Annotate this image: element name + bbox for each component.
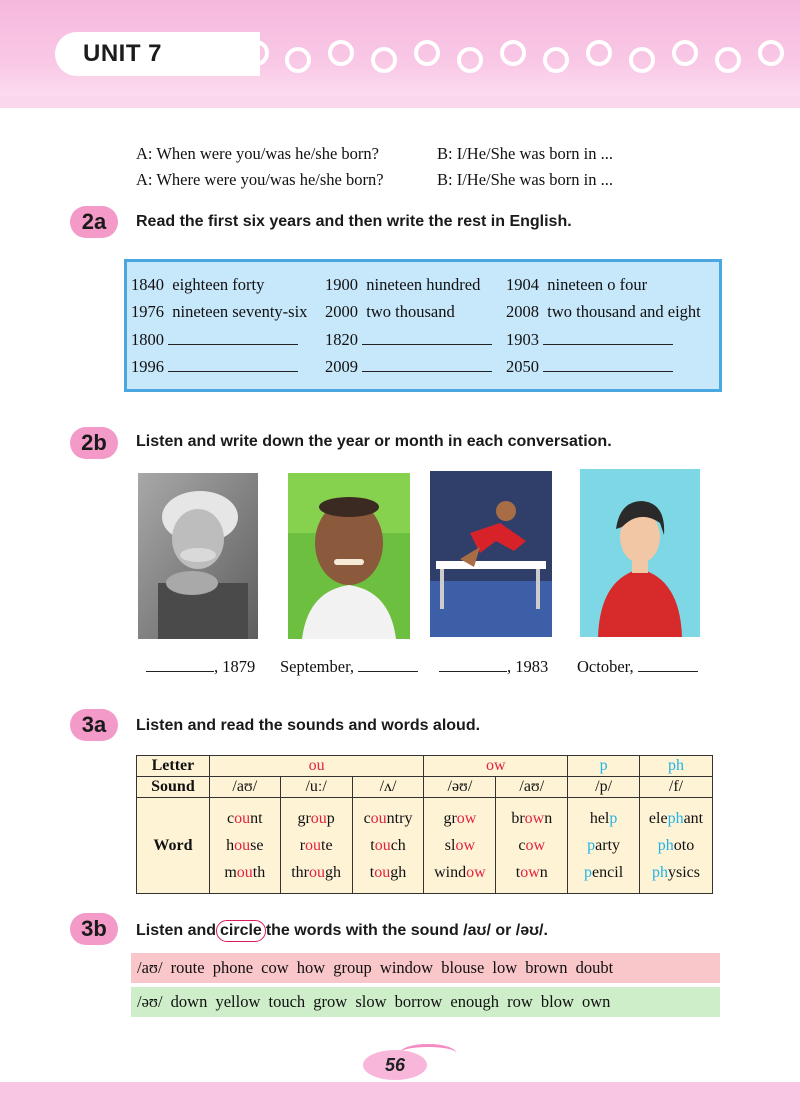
photo-scientist [138, 473, 258, 639]
year-blank-item[interactable]: 1996 [131, 357, 298, 377]
sound-cell: /uː/ [280, 777, 352, 798]
ring-decoration-icon [285, 47, 311, 73]
sound-cell: /aʊ/ [209, 777, 280, 798]
word-column: elephant photo physics [640, 798, 713, 894]
pattern-when-answer: B: I/He/She was born in ... [437, 144, 613, 163]
section-badge-2a: 2a [70, 206, 118, 238]
caption-2: September, [280, 657, 418, 677]
year-item: 1976 nineteen seventy-six [131, 302, 308, 321]
year-item: 2008 two thousand and eight [506, 302, 701, 321]
ring-decoration-icon [543, 47, 569, 73]
word-row-label: Word [137, 798, 210, 894]
year-item: 1840 eighteen forty [131, 275, 265, 294]
year-blank-item[interactable]: 1903 [506, 330, 673, 350]
unit-tab [55, 32, 260, 76]
pattern-where-answer: B: I/He/She was born in ... [437, 170, 613, 189]
year-box [124, 259, 722, 392]
instruction-2a: Read the first six years and then write the rest in English. [136, 213, 572, 230]
year-blank-item[interactable]: 1820 [325, 330, 492, 350]
ring-decoration-icon [243, 40, 269, 66]
photo-woman-in-red [580, 469, 700, 637]
section-badge-2b: 2b [70, 427, 118, 459]
ring-decoration-icon [328, 40, 354, 66]
ring-decoration-icon [457, 47, 483, 73]
footer-band [0, 1082, 800, 1120]
letter-row-label: Letter [137, 756, 210, 777]
letter-ph: ph [640, 756, 713, 777]
year-item: 1900 nineteen hundred [325, 275, 481, 294]
word-column: help party pencil [568, 798, 640, 894]
photo-hurdler [430, 471, 552, 637]
section-badge-3b: 3b [70, 913, 118, 945]
ring-decoration-icon [758, 40, 784, 66]
ring-decoration-icon [715, 47, 741, 73]
instruction-3b: Listen and circle the words with the sound /aʊ/ or /əʊ/. [136, 920, 548, 942]
word-column: count house mouth [209, 798, 280, 894]
word-row-au[interactable]: /aʊ/ route phone cow how group window blouse low brown doubt [131, 953, 720, 983]
sound-cell: /ʌ/ [352, 777, 424, 798]
page-number: 56 [363, 1050, 427, 1080]
pattern-when-question: A: When were you/was he/she born? [136, 144, 379, 163]
ring-decoration-icon [672, 40, 698, 66]
year-blank-item[interactable]: 1800 [131, 330, 298, 350]
sound-cell: /aʊ/ [496, 777, 568, 798]
sound-cell: /f/ [640, 777, 713, 798]
photo-farmer [288, 473, 410, 639]
pattern-where-question: A: Where were you/was he/she born? [136, 170, 384, 189]
sounds-table [136, 755, 713, 894]
caption-1: , 1879 [146, 657, 255, 677]
word-column: country touch tough [352, 798, 424, 894]
unit-title: UNIT 7 [83, 40, 163, 67]
letter-p: p [568, 756, 640, 777]
sound-cell: /əʊ/ [424, 777, 496, 798]
ring-decoration-icon [629, 47, 655, 73]
sound-cell: /p/ [568, 777, 640, 798]
caption-4: October, [577, 657, 698, 677]
ring-decoration-icon [414, 40, 440, 66]
header-band [0, 0, 800, 108]
letter-ow: ow [424, 756, 568, 777]
letter-ou: ou [209, 756, 424, 777]
sound-row-label: Sound [137, 777, 210, 798]
circle-word: circle [216, 920, 266, 942]
ring-decoration-icon [500, 40, 526, 66]
year-blank-item[interactable]: 2009 [325, 357, 492, 377]
caption-3: , 1983 [439, 657, 548, 677]
year-item: 1904 nineteen o four [506, 275, 648, 294]
year-item: 2000 two thousand [325, 302, 455, 321]
year-blank-item[interactable]: 2050 [506, 357, 673, 377]
word-column: brown cow town [496, 798, 568, 894]
section-badge-3a: 3a [70, 709, 118, 741]
instruction-2b: Listen and write down the year or month in each conversation. [136, 433, 612, 450]
header-lower-stripe [0, 96, 800, 108]
word-column: group route through [280, 798, 352, 894]
word-column: grow slow window [424, 798, 496, 894]
instruction-3a: Listen and read the sounds and words aloud. [136, 717, 481, 734]
ring-decoration-icon [371, 47, 397, 73]
word-row-ou[interactable]: /əʊ/ down yellow touch grow slow borrow enough row blow own [131, 987, 720, 1017]
ring-decoration-icon [586, 40, 612, 66]
